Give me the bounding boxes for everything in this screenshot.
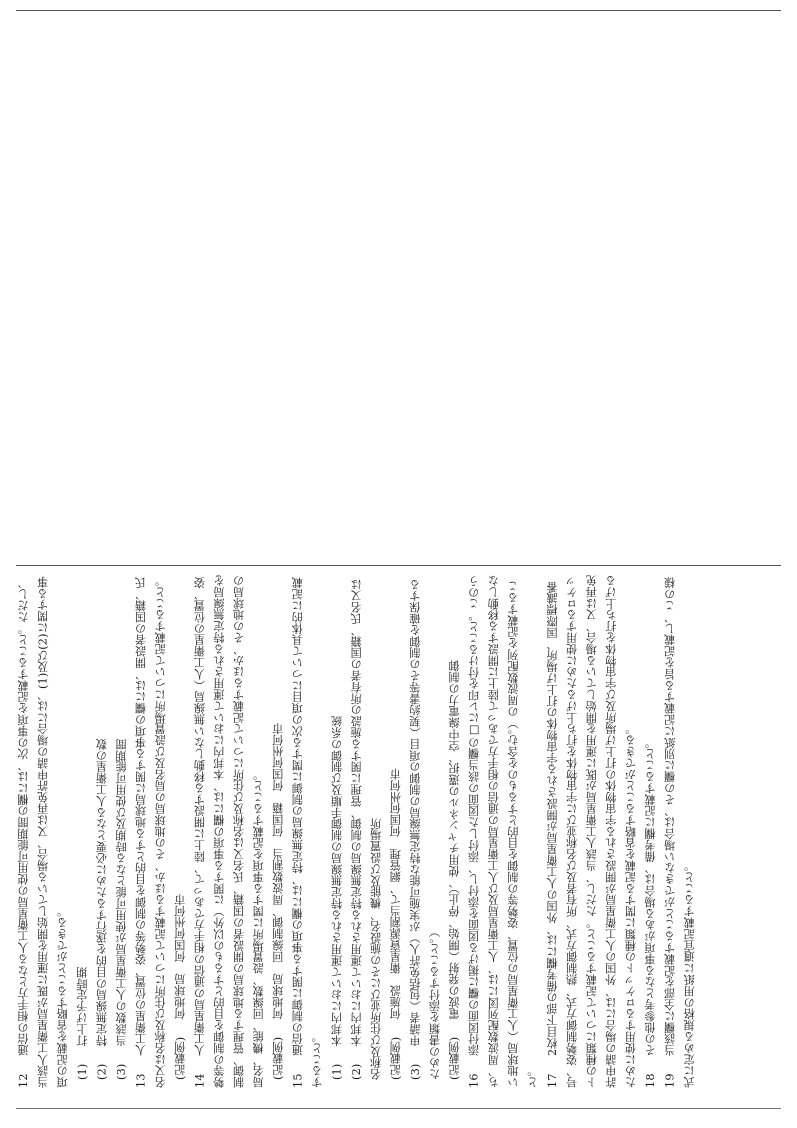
note-item [543,574,641,1100]
note-text: その他参考となる事項がある場合は、備考欄に記載すること。 [644,736,657,1056]
note-text: 当該数の人工衛星局が使用可能となる時期及び使用可能期間 [114,738,128,1047]
note-number: 13 [134,1073,148,1088]
note-number: 16 [467,1073,481,1088]
note-text: 当該欄に全部を記載することができない場合は、その欄に別紙に記載する旨を記載し、この様式に定める規格の用紙に適宜記載すること。 [663,577,697,1088]
note-subitem [406,574,445,1100]
note-subitem [92,574,112,1100]
note-item [641,574,661,1100]
note-text: 人工衛星局の通信の相手方であって、陸上に開設する移動しない無線局（人工衛星の位置、姿勢等の制御を目的とするもの以外）に関する事項の欄には、本邦内において運用される特定無線局を制御、管理する地球局の開設者の国籍、氏名又は名称及び住所について記載するほか、その地球局の局名、機能、回線数、設置場所に関する事項を記載すること。 [193,575,266,1088]
note-number: (3) [408,1063,422,1080]
note-text: 人工衛星の位置、姿勢等の制御を目的とする地球局に関する事項の欄には、開設者の国籍、氏名又は名称及び住所について記載するほか、その地球局の局名及び設置場所について記載すること。 [134,575,168,1088]
note-item [465,574,543,1100]
note-text: 本邦内において運用される特定無線局の制御、管理に関する施設の所有者の国籍、氏名又は名称及び住所並びにその施設名、機能及び設置場所 [350,578,383,1080]
note-number: (記載例) [173,1036,187,1080]
note-text: 何施設 衛星資源割当て、網管理 何国何州何市 [389,768,403,1020]
note-number: 14 [193,1073,207,1088]
note-item [132,574,171,1100]
note-number: (1) [330,1063,344,1080]
note-item [661,574,700,1100]
note-subitem [347,574,386,1100]
note-text: 通信の制御に関する事項の欄には、特定無線局の制御に関する次の項目について具体的に記載すること。 [291,577,324,1088]
note-text: 打上げ予定時期 [75,966,89,1047]
note-text: 通信の相手方となる人工衛星局の使用可能期間の欄には、次の事項を記載すること。ただし、当該人工衛星局が既に運用を開始している場合、又は再免許申請の場合には、(1)及び(2)に関する事項の記載を省略することができる。 [17,576,70,1088]
note-number: 17 [546,1073,560,1088]
note-subitem [445,574,465,1100]
note-subitem [73,574,93,1100]
note-text: 特定無線局の目的を遂行するために必要となる人工衛星の数 [95,738,109,1047]
note-text: 添付図面の欄に掲げる図面を添付し、添付した図面の該当欄の□にレ印を付けること。このうち、周波数配列図には、人工衛星局及び人工衛星局の通信の相手方であって陸上に開設する移動しない地球局（人工衛星局の位置、姿勢等の制御を目的とするものを含む。）の周波数配列を記載すること。 [467,575,540,1088]
note-number: (3) [114,1063,128,1080]
note-number: 12 [17,1073,30,1088]
note-subitem [386,574,406,1100]
note-number: (記載例) [448,1036,462,1080]
note-subitem [269,574,289,1100]
note-subitem [171,574,191,1100]
note-number: (記載例) [389,1036,403,1080]
note-text: 何地球局 何国何州何市 [173,893,187,1020]
note-text: 2枚目下部の備考欄には、外国の人工衛星局が開設される宇宙物体の打上げ場所、国際標識番号、姿勢制御方式、熱制御方式、所有者及び名称並びに宇宙物体を打ち上げるために使用するロケットの種類について記載すること。ただし、当該人工衛星局が既に運用を開始している場合、又は再免許申請の場合には、外国の人工衛星局が開設される宇宙物体の打上げ場所及び宇宙物体を打ち上げるために使用するロケットの種類に関する記載を省略することができる。 [546,575,638,1088]
note-text: 何地球局 回線制御、周波数割当 何国籍 何国何州何市 [271,722,285,1020]
bottom-rule [16,1108,781,1109]
note-item [288,574,327,1100]
note-item [14,574,73,1100]
note-number: 18 [644,1073,657,1088]
notes-block [14,574,784,1100]
middle-rule [16,565,781,566]
note-subitem [328,574,348,1100]
note-number: 15 [291,1073,305,1088]
note-number: (2) [95,1063,109,1080]
note-number: (記載例) [271,1036,285,1080]
note-number: (1) [75,1063,89,1080]
note-text: 本邦内において運用される特定無線局の制御手順及び制御の系統 [330,715,344,1047]
note-text: 電波の発射（開始、停止）、使用チャンネルの選択、空中線電力の制御 [448,660,462,1020]
note-item [190,574,268,1100]
note-number: (2) [350,1063,364,1080]
note-text: 申請者（包括免許人）が実施可能な特定無線局の制御の項目（契約書等その制御を確保するための書類を添付すること。） [408,578,442,1080]
note-subitem [112,574,132,1100]
top-rule [16,10,781,11]
note-number: 19 [663,1073,677,1088]
